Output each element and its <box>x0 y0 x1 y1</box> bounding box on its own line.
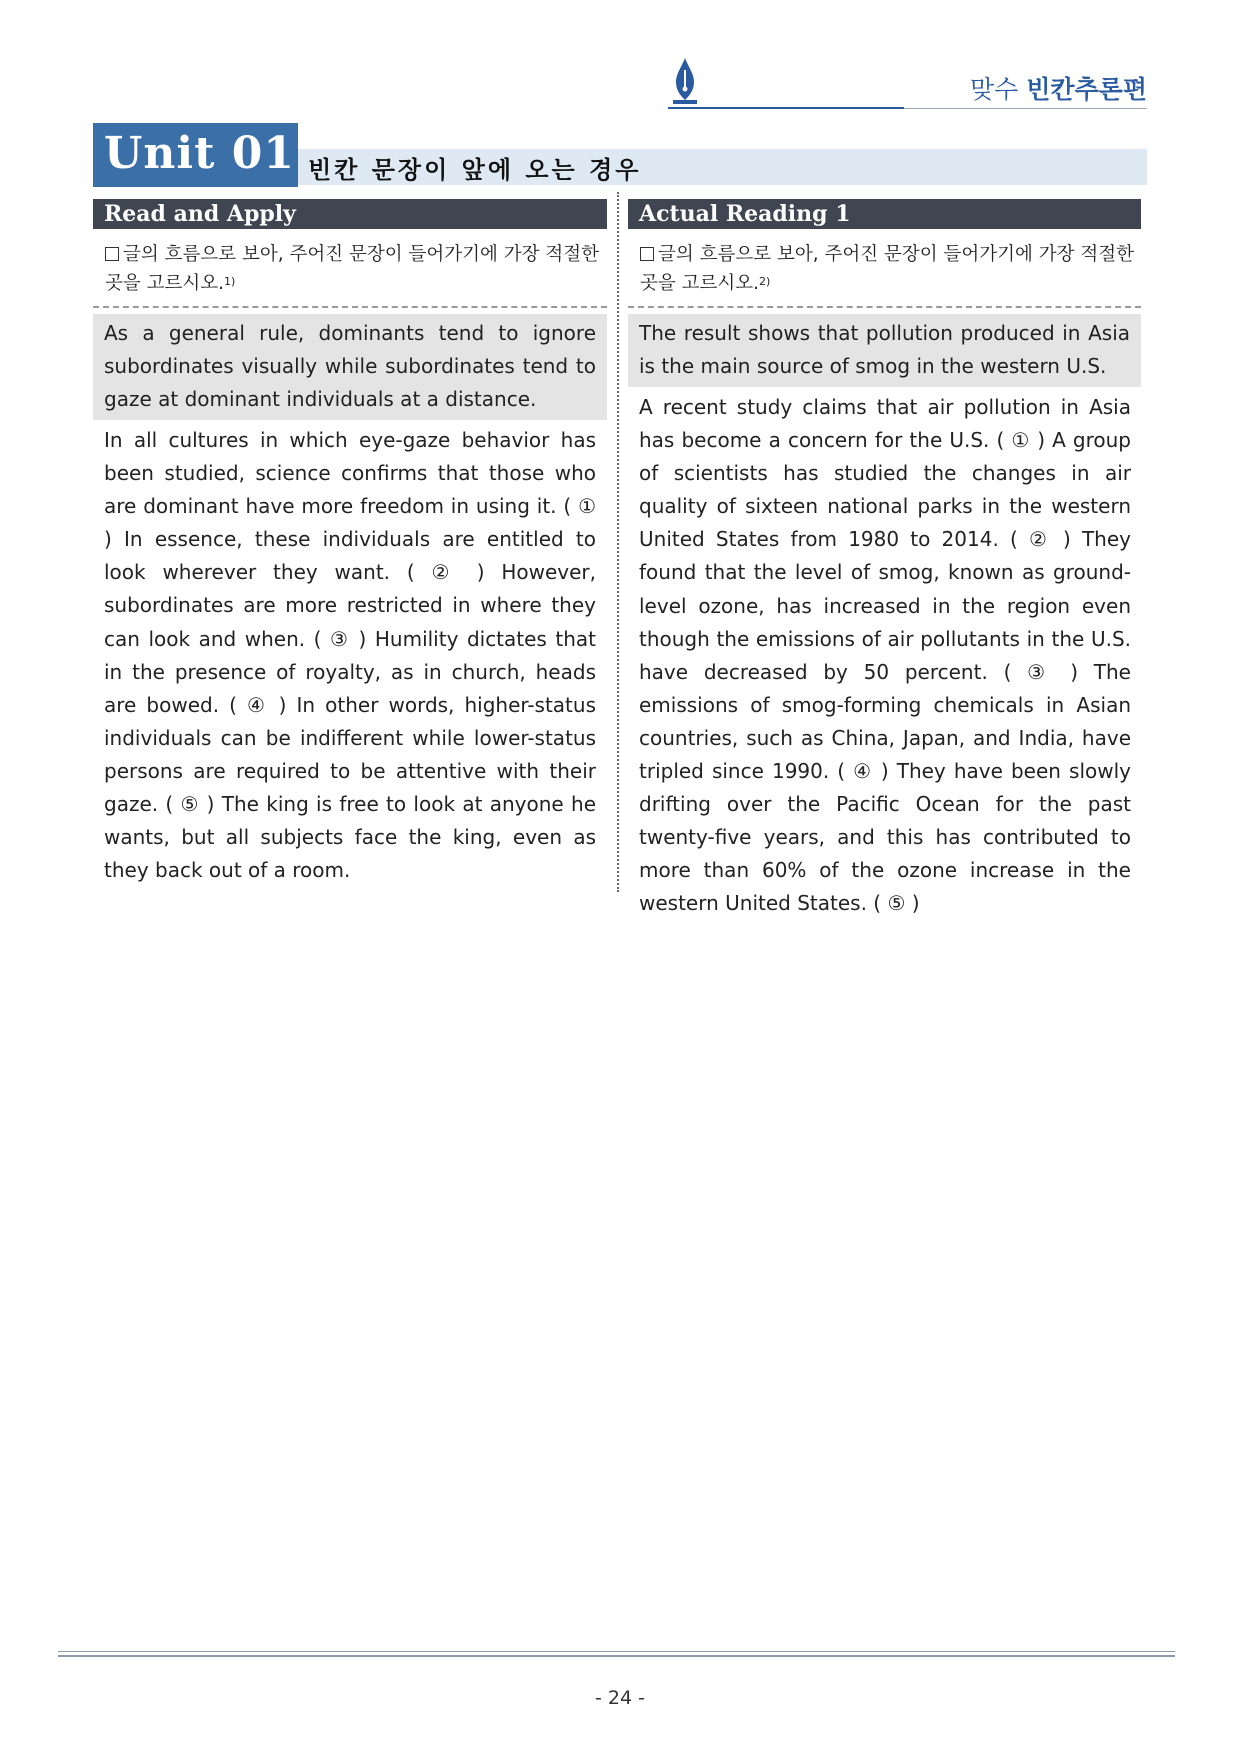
section-heading-read-and-apply: Read and Apply <box>93 199 607 229</box>
checkbox-square-icon <box>640 247 654 261</box>
book-title-prefix: 맞수 <box>969 75 1019 104</box>
footer-rule <box>58 1651 1175 1657</box>
right-instruction-text: 글의 흐름으로 보아, 주어진 문장이 들어가기에 가장 적절한 곳을 고르시오. <box>640 244 1134 294</box>
left-given-sentence: As a general rule, dominants tend to ignore subordinates visually while subordinates tend to gaze at dominant individuals at a distance. <box>93 314 607 420</box>
unit-label: Unit 01 <box>104 128 295 179</box>
left-passage: In all cultures in which eye-gaze behavior has been studied, science confirms that those who are dominant have more freedom in using it. ( ① ) In essence, these individuals are entitled to look wherever they want. ( ② ) However, subordinates are more restricted in where they can look and when. ( ③ ) Humility dictates that in the presence of royalty, as in church, heads are bowed. ( ④ ) In other words, higher-status individuals can be indifferent while lower-status persons are required to be attentive with their gaze. ( ⑤ ) The king is free to look at anyone he wants, but all subjects face the king, even as they back out of a room. <box>104 428 596 883</box>
left-dashed-separator <box>93 306 607 308</box>
right-passage: A recent study claims that air pollution in Asia has become a concern for the U.S. ( ① ) A group of scientists has studied the changes in air quality of sixteen national parks in the western United States from 1980 to 2014. ( ② ) They found that the level of smog, known as ground-level ozone, has increased in the region even though the emissions of air pollutants in the U.S. have decreased by 50 percent. ( ③ ) The emissions of smog-forming chemicals in Asian countries, such as China, Japan, and India, have tripled since 1990. ( ④ ) They have been slowly drifting over the Pacific Ocean for the past twenty-five years, and this has contributed to more than 60% of the ozone increase in the western United States. ( ⑤ ) <box>639 395 1131 916</box>
left-instruction-text: 글의 흐름으로 보아, 주어진 문장이 들어가기에 가장 적절한 곳을 고르시오. <box>105 244 599 294</box>
column-divider <box>617 192 619 892</box>
header-rule <box>668 107 904 109</box>
right-footnote-mark: 2) <box>759 275 771 288</box>
unit-subtitle: 빈칸 문장이 앞에 오는 경우 <box>308 156 642 184</box>
header-rule-thin <box>904 108 1147 109</box>
book-title <box>970 70 1147 106</box>
left-instruction <box>105 241 600 297</box>
section-heading-actual-reading: Actual Reading 1 <box>628 199 1141 229</box>
right-given-sentence: The result shows that pollution produced in Asia is the main source of smog in the western U.S. <box>628 314 1141 387</box>
left-footnote-mark: 1) <box>224 275 236 288</box>
pen-nib-icon <box>670 56 700 106</box>
right-dashed-separator <box>628 306 1141 308</box>
checkbox-square-icon <box>105 247 119 261</box>
right-instruction <box>640 241 1135 297</box>
book-title-main: 빈칸추론편 <box>1026 75 1147 104</box>
page-number: - 24 - <box>595 1687 645 1709</box>
